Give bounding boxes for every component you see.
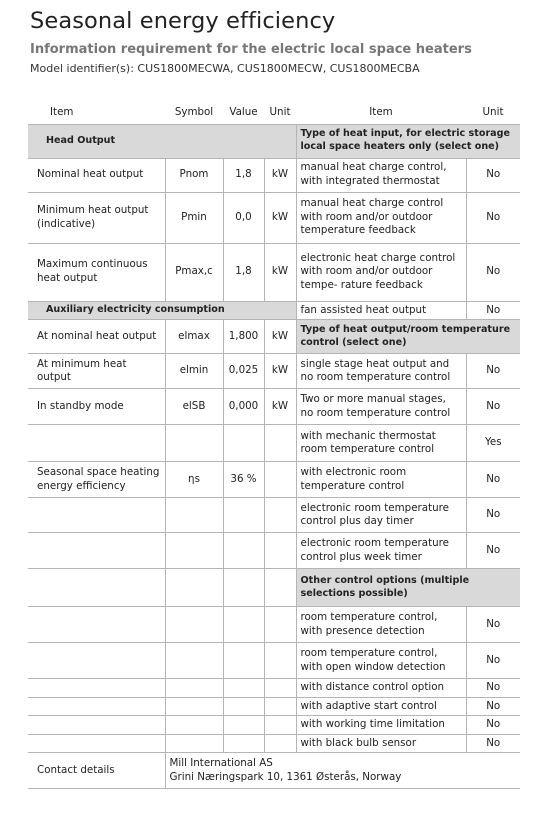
- seasonal-efficiency-label: Seasonal space heating energy efficiency: [28, 462, 165, 498]
- maximum-heat-output-value: 1,8: [223, 243, 264, 301]
- other-option-label: with black bulb sensor: [296, 734, 466, 753]
- other-option-value: No: [466, 716, 520, 735]
- other-option-label: with working time limitation: [296, 716, 466, 735]
- other-option-value: No: [466, 643, 520, 679]
- standby-unit: kW: [264, 389, 296, 425]
- empty-cell: [223, 679, 264, 698]
- heat-output-type-section-header: Type of heat output/room temperature control (select one): [296, 320, 520, 354]
- empty-cell: [165, 697, 223, 716]
- empty-cell: [223, 734, 264, 753]
- table-row: [28, 569, 520, 607]
- empty-cell: [165, 679, 223, 698]
- empty-cell: [165, 716, 223, 735]
- model-identifiers: Model identifier(s): CUS1800MECWA, CUS1800MECW, CUS1800MECBA: [30, 62, 420, 75]
- empty-cell: [264, 697, 296, 716]
- empty-cell: [165, 607, 223, 643]
- table-row: [28, 389, 520, 425]
- empty-cell: [223, 643, 264, 679]
- empty-cell: [223, 569, 264, 607]
- at-nominal-value: 1,800: [223, 320, 264, 354]
- empty-cell: [28, 533, 165, 569]
- other-option-label: with adaptive start control: [296, 697, 466, 716]
- heat-output-option-value: No: [466, 462, 520, 498]
- maximum-heat-output-unit: kW: [264, 243, 296, 301]
- empty-cell: [28, 697, 165, 716]
- table-row: [28, 243, 520, 301]
- col-value: Value: [223, 102, 264, 124]
- spec-table: [28, 102, 520, 789]
- empty-cell: [165, 569, 223, 607]
- maximum-heat-output-label: Maximum continuous heat output: [28, 243, 165, 301]
- empty-cell: [28, 716, 165, 735]
- heat-output-option-label: electronic room temperature control plus day timer: [296, 498, 466, 533]
- col-item-right: Item: [296, 102, 466, 124]
- seasonal-efficiency-value: 36 %: [223, 462, 264, 498]
- contact-details-value: [165, 753, 520, 789]
- standby-value: 0,000: [223, 389, 264, 425]
- empty-cell: [223, 697, 264, 716]
- nominal-heat-output-label: Nominal heat output: [28, 158, 165, 192]
- at-nominal-unit: kW: [264, 320, 296, 354]
- empty-cell: [165, 734, 223, 753]
- table-row: [28, 734, 520, 753]
- heat-input-option-label: manual heat charge control, with integrated thermostat: [296, 158, 466, 192]
- other-option-label: room temperature control, with presence detection: [296, 607, 466, 643]
- heat-output-section-header: Head Output: [28, 124, 296, 158]
- other-option-value: No: [466, 607, 520, 643]
- minimum-heat-output-label: Minimum heat output (indicative): [28, 192, 165, 243]
- empty-cell: [165, 533, 223, 569]
- minimum-heat-output-symbol: Pmin: [165, 192, 223, 243]
- empty-cell: [264, 607, 296, 643]
- table-row: [28, 192, 520, 243]
- empty-cell: [28, 569, 165, 607]
- empty-cell: [223, 425, 264, 462]
- table-row: [28, 462, 520, 498]
- table-row: [28, 124, 520, 158]
- standby-label: In standby mode: [28, 389, 165, 425]
- table-row: [28, 354, 520, 389]
- table-row: [28, 498, 520, 533]
- other-option-value: No: [466, 697, 520, 716]
- contact-company: Mill International AS: [169, 757, 273, 770]
- page-subtitle: Information requirement for the electric local space heaters: [30, 42, 472, 57]
- nominal-heat-output-unit: kW: [264, 158, 296, 192]
- heat-input-option-value: No: [466, 192, 520, 243]
- empty-cell: [223, 498, 264, 533]
- at-minimum-label: At minimum heat output: [28, 354, 165, 389]
- heat-output-option-label: Two or more manual stages, no room temperature control: [296, 389, 466, 425]
- table-header-row: [28, 102, 520, 124]
- contact-details-label: Contact details: [28, 753, 165, 789]
- table-row: [28, 158, 520, 192]
- table-row: [28, 301, 520, 320]
- other-option-value: No: [466, 679, 520, 698]
- minimum-heat-output-value: 0,0: [223, 192, 264, 243]
- empty-cell: [28, 643, 165, 679]
- heat-input-option-label: manual heat charge control with room and/or outdoor temperature feedback: [296, 192, 466, 243]
- heat-output-option-value: No: [466, 354, 520, 389]
- table-row: [28, 425, 520, 462]
- table-row: [28, 607, 520, 643]
- heat-output-option-value: No: [466, 533, 520, 569]
- nominal-heat-output-value: 1,8: [223, 158, 264, 192]
- empty-cell: [223, 533, 264, 569]
- empty-cell: [165, 498, 223, 533]
- empty-cell: [264, 643, 296, 679]
- heat-input-option-label: fan assisted heat output: [296, 301, 466, 320]
- at-minimum-value: 0,025: [223, 354, 264, 389]
- standby-symbol: elSB: [165, 389, 223, 425]
- empty-cell: [165, 643, 223, 679]
- auxiliary-consumption-section-header: Auxiliary electricity consumption: [28, 301, 296, 320]
- empty-cell: [28, 734, 165, 753]
- heat-output-option-label: electronic room temperature control plus week timer: [296, 533, 466, 569]
- nominal-heat-output-symbol: Pnom: [165, 158, 223, 192]
- heat-input-option-label: electronic heat charge control with room and/or outdoor tempe- rature feedback: [296, 243, 466, 301]
- heat-output-option-label: with mechanic thermostat room temperature control: [296, 425, 466, 462]
- other-option-label: with distance control option: [296, 679, 466, 698]
- table-row: [28, 753, 520, 789]
- empty-cell: [223, 607, 264, 643]
- other-option-label: room temperature control, with open window detection: [296, 643, 466, 679]
- contact-address: Grini Næringspark 10, 1361 Østerås, Norway: [169, 770, 402, 783]
- empty-cell: [28, 425, 165, 462]
- col-symbol: Symbol: [165, 102, 223, 124]
- empty-cell: [264, 569, 296, 607]
- empty-cell: [223, 716, 264, 735]
- page-title: Seasonal energy efficiency: [30, 8, 336, 34]
- heat-output-option-value: No: [466, 389, 520, 425]
- other-option-value: No: [466, 734, 520, 753]
- heat-output-option-value: Yes: [466, 425, 520, 462]
- empty-cell: [28, 607, 165, 643]
- col-item: Item: [28, 102, 165, 124]
- empty-cell: [264, 716, 296, 735]
- other-options-section-header: Other control options (multiple selections possible): [296, 569, 520, 607]
- table-row: [28, 643, 520, 679]
- empty-cell: [28, 679, 165, 698]
- table-row: [28, 716, 520, 735]
- empty-cell: [264, 462, 296, 498]
- heat-input-option-value: No: [466, 301, 520, 320]
- empty-cell: [165, 425, 223, 462]
- table-row: [28, 697, 520, 716]
- empty-cell: [264, 679, 296, 698]
- empty-cell: [264, 425, 296, 462]
- heat-output-option-label: with electronic room temperature control: [296, 462, 466, 498]
- minimum-heat-output-unit: kW: [264, 192, 296, 243]
- empty-cell: [264, 533, 296, 569]
- table-row: [28, 679, 520, 698]
- at-nominal-symbol: elmax: [165, 320, 223, 354]
- empty-cell: [28, 498, 165, 533]
- at-nominal-label: At nominal heat output: [28, 320, 165, 354]
- heat-input-section-header: Type of heat input, for electric storage local space heaters only (select one): [296, 124, 520, 158]
- heat-input-option-value: No: [466, 243, 520, 301]
- col-unit-right: Unit: [466, 102, 520, 124]
- empty-cell: [264, 734, 296, 753]
- table-row: [28, 533, 520, 569]
- heat-output-option-label: single stage heat output and no room temperature control: [296, 354, 466, 389]
- heat-output-option-value: No: [466, 498, 520, 533]
- table-row: [28, 320, 520, 354]
- col-unit: Unit: [264, 102, 296, 124]
- empty-cell: [264, 498, 296, 533]
- heat-input-option-value: No: [466, 158, 520, 192]
- at-minimum-unit: kW: [264, 354, 296, 389]
- at-minimum-symbol: elmin: [165, 354, 223, 389]
- maximum-heat-output-symbol: Pmax,c: [165, 243, 223, 301]
- seasonal-efficiency-symbol: ηs: [165, 462, 223, 498]
